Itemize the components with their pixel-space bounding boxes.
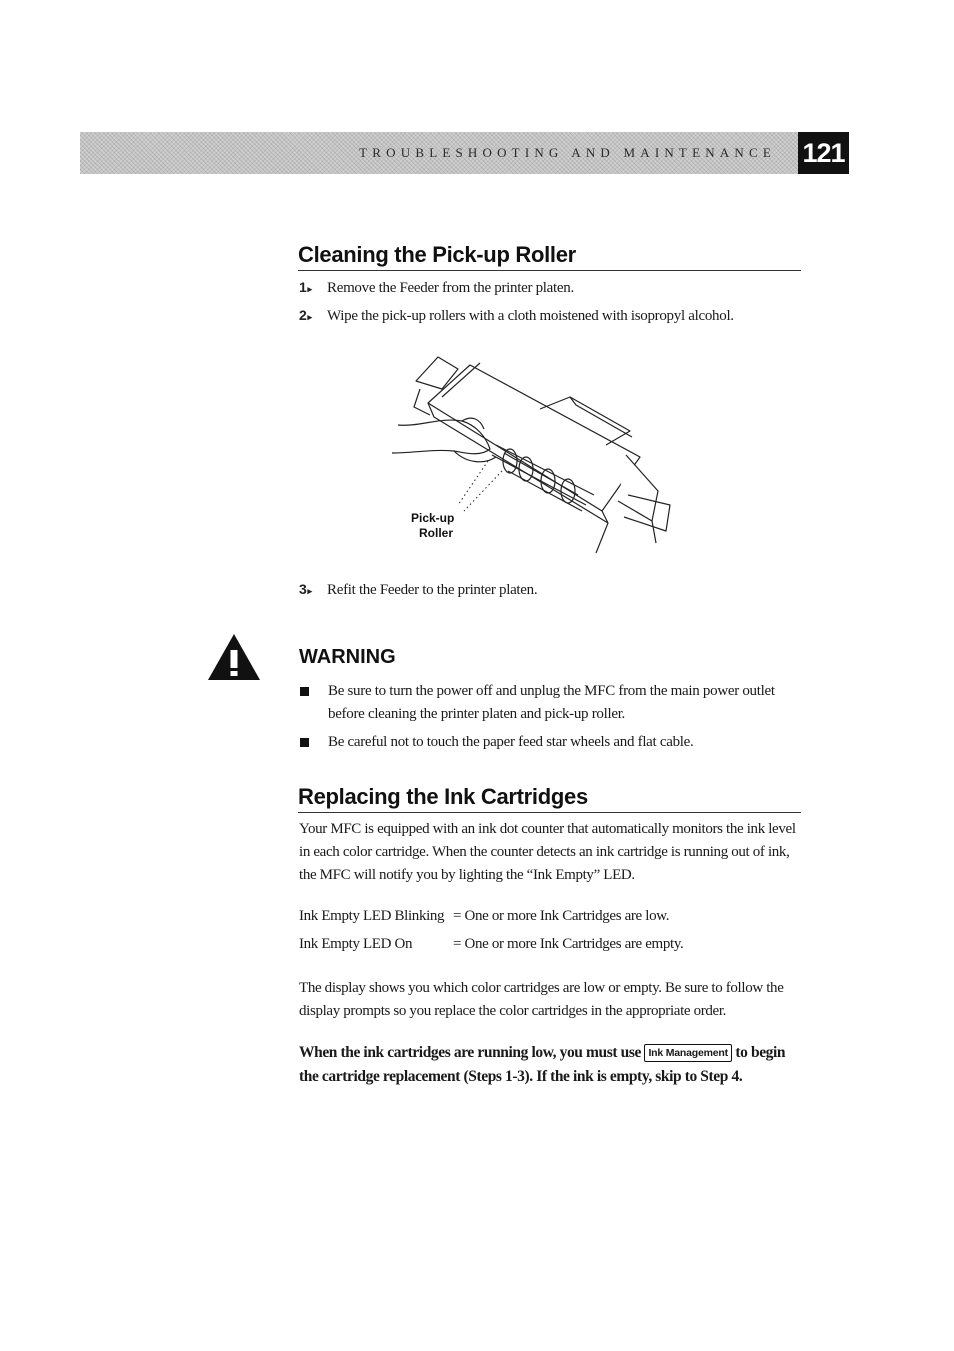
warning-icon: [206, 632, 262, 682]
status-row-on: [299, 936, 683, 953]
pick-up-roller-illustration: [380, 345, 680, 560]
step-number-icon: 3 ▸: [299, 581, 321, 597]
instruction-text: to begin the cartridge replacement (Steps 1-3). If the ink is empty, skip to Step 4.: [299, 1044, 786, 1085]
warning-list: [299, 680, 799, 759]
section-title-ink: Replacing the Ink Cartridges: [298, 784, 801, 813]
figure-label-pick-up: Pick-up: [411, 511, 455, 525]
ink-management-key: Ink Management: [644, 1044, 731, 1062]
step-text: Remove the Feeder from the printer platen.: [327, 280, 574, 296]
status-meaning: = One or more Ink Cartridges are low.: [453, 908, 670, 924]
status-label: Ink Empty LED On: [299, 936, 413, 952]
step-2: [299, 307, 734, 325]
figure-label-roller: Roller: [419, 526, 454, 540]
step-text: Refit the Feeder to the printer platen.: [327, 582, 538, 598]
warning-item: Be careful not to touch the paper feed star wheels and flat cable.: [299, 731, 799, 754]
ink-instruction: [299, 1041, 799, 1089]
step-1: [299, 279, 574, 297]
section-title-cleaning: Cleaning the Pick-up Roller: [298, 242, 801, 271]
status-row-blinking: [299, 908, 669, 925]
page-number: 121: [798, 132, 849, 174]
step-text: Wipe the pick-up rollers with a cloth moistened with isopropyl alcohol.: [327, 308, 734, 324]
warning-title: WARNING: [299, 646, 396, 668]
display-note-paragraph: The display shows you which color cartridges are low or empty. Be sure to follow the display prompts so you replace the color cartridges in the appropriate order.: [299, 980, 784, 1019]
step-3: [299, 581, 537, 599]
running-header: TROUBLESHOOTING AND MAINTENANCE: [359, 145, 776, 160]
step-number-icon: 2 ▸: [299, 307, 321, 323]
status-label: Ink Empty LED Blinking: [299, 908, 445, 924]
warning-item: Be sure to turn the power off and unplug the MFC from the main power outlet before cleaning the printer platen and pick-up roller.: [299, 680, 799, 726]
step-number-icon: 1 ▸: [299, 279, 321, 295]
status-meaning: = One or more Ink Cartridges are empty.: [453, 936, 684, 952]
instruction-text: When the ink cartridges are running low, you must use: [299, 1044, 641, 1061]
ink-intro-paragraph: Your MFC is equipped with an ink dot counter that automatically monitors the ink level in each color cartridge. When the counter detects an ink cartridge is running out of ink, the MFC will notify you by lighting the “Ink Empty” LED.: [299, 821, 796, 883]
